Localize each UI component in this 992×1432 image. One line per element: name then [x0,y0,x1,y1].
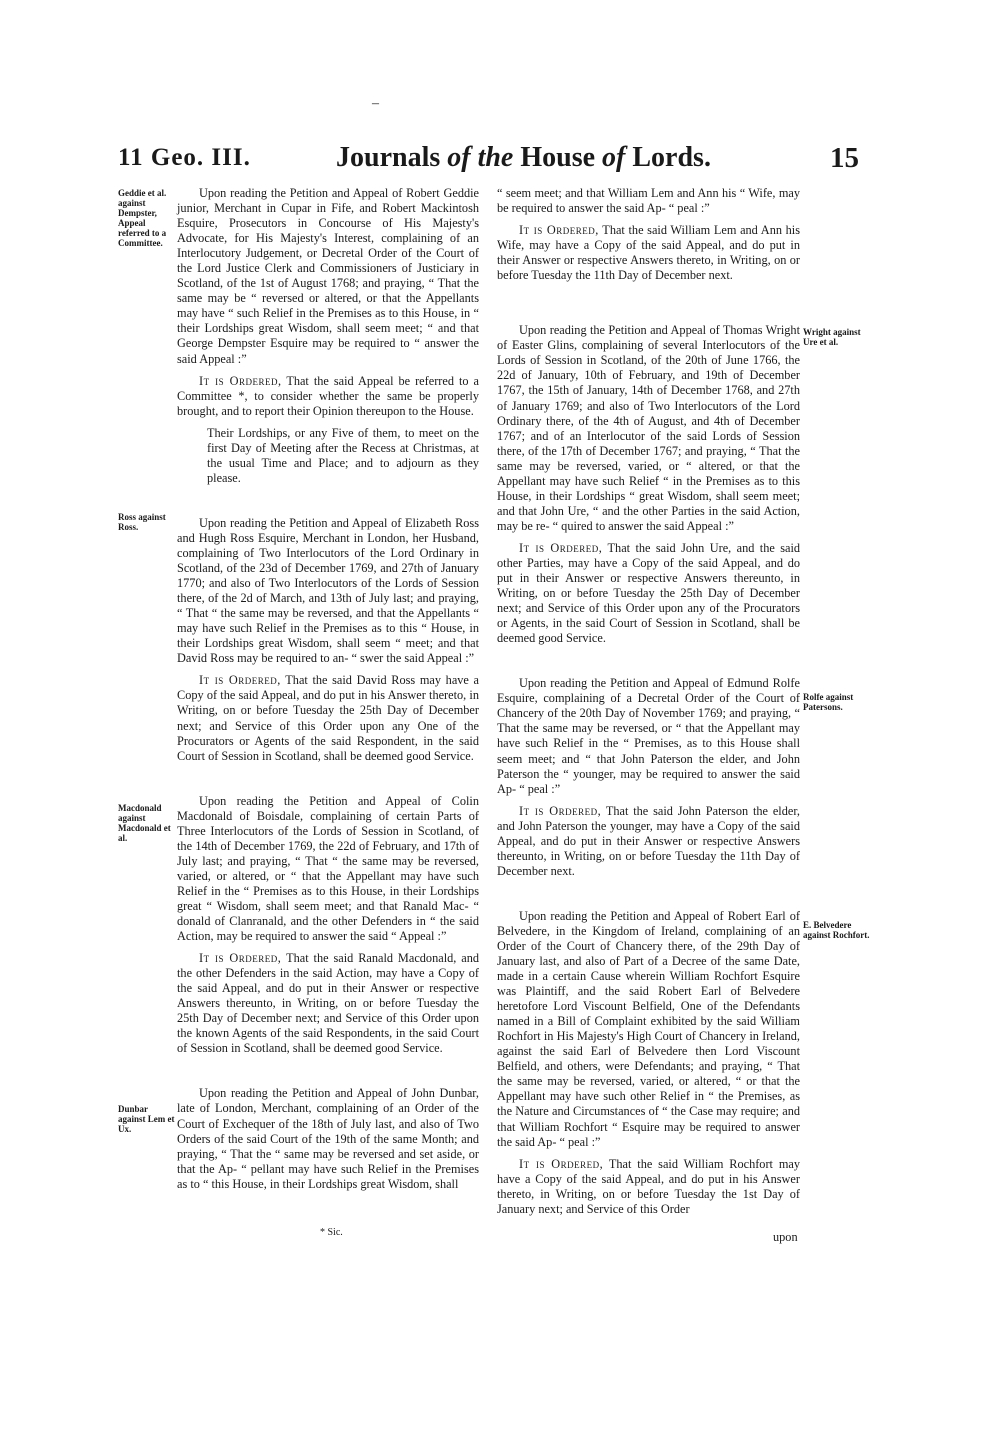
geddie-order: It is Ordered, That the said Appeal be referred to a Committee *, to consider whether the same be properly brought, and to report their Opinion thereupon to the House. [177,373,479,418]
margin-note-wright: Wright against Ure et al. [803,327,861,347]
catchword: upon [773,1230,798,1244]
regnal-year: 11 Geo. III. [118,144,251,171]
wright-petition: Upon reading the Petition and Appeal of Thomas Wright of Easter Glins, complaining of several Interlocutors of the Lords of Session in Scotland, of the 20th of June 1766, the 22d of January, 10th of February, and 19th of December 1767, the 15th of January, 14th of December 1768, and 27th of January 1769; and also of Two Interlocutors of the Lord Ordinary there, of the 4th of August, and 4th of December 1767; and of an Interlocutor of the said Lords of Session there, of the 17th of December 1767; and praying, “ That the same may be reversed, varied, or “ altered, or that the Appellant may have such Relief “ in the Premises as to this House, in their Lordships “ great Wisdom, shall seem meet; and that John Ure, “ and the other Parties in the said Action, may be re- “ quired to answer the said Appeal :” [497,323,800,533]
margin-note-belvedere: E. Belvedere against Rochfort. [803,920,870,940]
geddie-petition: Upon reading the Petition and Appeal of Robert Geddie junior, Merchant in Cupar in Fife, and Robert Mackintosh Esquire, Prosecutors in Concourse of His Majesty's Advocate, for His Majesty's Interest, complaining of an Interlocutory Judgement, or Decretal Order of the Court of the Lord Justice Clerk and Commissioners of Justiciary in Scotland, of the 1st of August 1768; and praying, “ That the same may be “ reversed or altered, or that the Appellants may have “ such Relief in the Premises as to this House, in “ their Lordships great Wisdom, shall seem meet; “ and that George Dempster Esquire may be required to “ answer the said Appeal :” [177,186,479,366]
footnote: * Sic. [320,1227,343,1238]
rolfe-order: It is Ordered, That the said John Paterson the elder, and John Paterson the younger, may have a Copy of the said Appeal, and do put in their Answer or respective Answers thereunto, in Writing, on or before Tuesday the 11th Day of December next. [497,803,800,878]
macdonald-petition: Upon reading the Petition and Appeal of Colin Macdonald of Boisdale, complaining of certain Parts of Three Interlocutors of the Lords of Session in Scotland, of the 14th of December 1769, the 22d of February, and 17th of July last; and praying, “ That “ the same may be reversed, varied, or altered, or “ that the Appellant may have such Relief in the “ Premises as to this House, in their Lordships great “ Wisdom, shall seem meet; and that Ranald Mac- “ donald of Clanranald, and the other Defenders in “ the said Action, may be required to answer the said “ Appeal :” [177,793,479,944]
ross-petition: Upon reading the Petition and Appeal of Elizabeth Ross and Hugh Ross Esquire, Merchant in London, her Husband, complaining of Two Interlocutors of the Lord Ordinary in Scotland, of the 23d of December 1769, and 27th of January 1770; and also of Two Interlocutors of the Lords of Session there, of the 2d of March, and 13th of July last; and praying, “ That “ the same may be reversed, and that the Appellants “ may have such Relief in the Premises as to this “ House, in their Lordships great Wisdom, shall seem “ meet; and that David Ross may be required to an- “ swer the said Appeal :” [177,515,479,666]
margin-note-dunbar: Dunbar against Lem et Ux. [118,1104,175,1134]
top-mark: – [372,96,379,111]
dunbar-petition-continued: “ seem meet; and that William Lem and Ann his “ Wife, may be required to answer the said Ap- “ peal :” [497,186,800,216]
committee-instruction: Their Lordships, or any Five of them, to meet on the first Day of Meeting after the Recess at Christmas, at the usual Time and Place; and to adjourn as they please. [207,425,479,485]
wright-order: It is Ordered, That the said John Ure, and the said other Parties, may have a Copy of the said Appeal, and do put in their Answer or respective Answers thereunto, in Writing, on or before Tuesday the 25th Day of December next; and Service of this Order upon any of the Procurators or Agents, in the said Court of Session in Scotland, shall be deemed good Service. [497,540,801,646]
page-number: 15 [830,142,859,174]
journal-title: Journals of the House of Lords. [336,142,711,173]
rolfe-petition: Upon reading the Petition and Appeal of Edmund Rolfe Esquire, complaining of a Decretal Order of the Court of Chancery of the 20th Day of November 1769; and praying, “ That the same may be reversed, or “ that the Appellant may have such Relief in the “ Premises, as to this House shall seem meet; and “ that John Paterson the elder, and John Paterson the “ younger, may be required to answer the said Ap- “ peal :” [497,676,800,796]
macdonald-order: It is Ordered, That the said Ranald Macdonald, and the other Defenders in the said Action, may have a Copy of the said Appeal, and do put in their Answer or respective Answers thereunto, in Writing, on or before Tuesday the 25th Day of December next; and Service of this Order upon the known Agents of the said Respondents, in the said Court of Session in Scotland, shall be deemed good Service. [177,951,479,1056]
dunbar-order: It is Ordered, That the said William Lem and Ann his Wife, may have a Copy of the said Appeal, and do put in their Answer or respective Answers thereto, in Writing, on or before Tuesday the 11th Day of December next. [497,223,800,283]
margin-note-ross: Ross against Ross. [118,512,166,532]
left-column [177,186,479,1192]
page-header [0,142,992,182]
margin-note-rolfe: Rolfe against Patersons. [803,692,854,712]
dunbar-petition: Upon reading the Petition and Appeal of John Dunbar, late of London, Merchant, complaining of an Order of the Court of Exchequer of the 18th of July last, and also of Two Orders of the said Court of the 19th of the same Month; and praying, “ That the “ same may be reversed and set aside, or that the Ap- “ pellant may have such Relief in the Premises as to “ this House, in their Lordships great Wisdom, shall [177,1086,479,1191]
margin-note-macdonald: Macdonald against Macdonald et al. [118,803,171,843]
right-column [497,186,800,1217]
belvedere-order: It is Ordered, That the said William Rochfort may have a Copy of the said Appeal, and do put in his Answer thereto, in Writing, on or before Tuesday the 1st Day of January next; and Service of this Order [497,1156,800,1216]
ross-order: It is Ordered, That the said David Ross may have a Copy of the said Appeal, and do put in his Answer thereto, in Writing, on or before Tuesday the 25th Day of December next; and Service of this Order upon any One of the Procurators or Agents of the said Respondent, in the said Court of Session in Scotland, shall be deemed good Service. [177,673,479,763]
belvedere-petition: Upon reading the Petition and Appeal of Robert Earl of Belvedere, in the Kingdom of Ireland, complaining of an Order of the Court of Chancery there, of the 29th Day of January last, and also of Part of a Decree of the same Date, made in a certain Cause wherein William Rochfort Esquire was Plaintiff, and the said Robert Earl of Belvedere heretofore Lord Viscount Belfield, One of the Defendants named in a Bill of Complaint exhibited by the said William Rochfort in His Majesty's High Court of Chancery in Ireland, against the said Earl of Belvedere then Lord Viscount Belfield, and others, were Defendants; and praying, “ That the same may be reversed, varied, or altered, “ or that the Appellant may have such other Relief in “ the Premises, as the Nature and Circumstances of “ the Case may require; and that William Rochfort “ Esquire may be required to answer the said Ap- “ peal :” [497,908,800,1149]
margin-note-geddie: Geddie et al. against Dempster, Appeal referred to a Committee. [118,188,167,248]
